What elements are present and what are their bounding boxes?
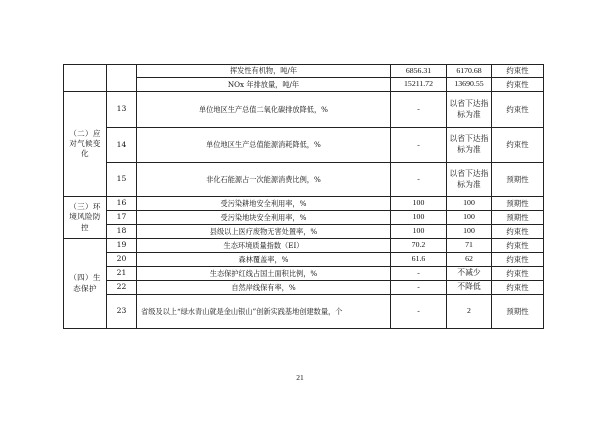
page-number: 21: [296, 373, 304, 382]
value-2020: 100: [447, 197, 492, 211]
value-2020: 以省下达指标为准: [447, 92, 492, 128]
row-number: 13: [107, 92, 137, 128]
value-2020: 100: [447, 225, 492, 239]
value-2015: -: [391, 163, 447, 197]
category-cell-continued: [64, 65, 107, 92]
indicator-type: 约束性: [492, 267, 544, 281]
value-2015: 6856.31: [391, 65, 447, 78]
value-2020: 6170.68: [447, 65, 492, 78]
category-cell: （三）环境风险防控: [64, 197, 107, 239]
indicator-name: 生态环境质量指数（EI）: [137, 239, 391, 253]
indicator-name: 自然岸线保有率，%: [137, 281, 391, 295]
indicator-name: 森林覆盖率，%: [137, 253, 391, 267]
indicator-name: 单位地区生产总值二氧化碳排放降低，%: [137, 92, 391, 128]
row-number: 18: [107, 225, 137, 239]
indicator-type: 预期性: [492, 197, 544, 211]
row-number: 20: [107, 253, 137, 267]
table-row: [64, 128, 544, 163]
row-number: 17: [107, 211, 137, 225]
value-2015: 100: [391, 225, 447, 239]
row-number: 15: [107, 163, 137, 197]
row-number: 21: [107, 267, 137, 281]
value-2020: 不降低: [447, 281, 492, 295]
value-2015: -: [391, 92, 447, 128]
row-number: 14: [107, 128, 137, 163]
indicator-type: 预期性: [492, 295, 544, 329]
indicator-table: [63, 64, 544, 329]
indicator-type: 约束性: [492, 225, 544, 239]
indicator-name: 生态保护红线占国土面积比例，%: [137, 267, 391, 281]
indicator-name: 县级以上医疗废物无害处置率，%: [137, 225, 391, 239]
table-row: [64, 211, 544, 225]
value-2020: 62: [447, 253, 492, 267]
table-row: [64, 65, 544, 78]
value-2020: 以省下达指标为准: [447, 163, 492, 197]
value-2015: 100: [391, 197, 447, 211]
table-row: [64, 253, 544, 267]
indicator-name: 挥发性有机物，吨/年: [137, 65, 391, 78]
value-2020: 71: [447, 239, 492, 253]
category-cell: （二）应对气候变化: [64, 92, 107, 197]
indicator-name: 受污染耕地安全利用率，%: [137, 197, 391, 211]
row-number: 22: [107, 281, 137, 295]
indicator-type: 预期性: [492, 163, 544, 197]
value-2020: 以省下达指标为准: [447, 128, 492, 163]
indicator-type: 约束性: [492, 128, 544, 163]
value-2015: -: [391, 295, 447, 329]
value-2020: 13690.55: [447, 78, 492, 92]
table-row: [64, 281, 544, 295]
row-number: 19: [107, 239, 137, 253]
indicator-type: 预期性: [492, 211, 544, 225]
value-2015: 70.2: [391, 239, 447, 253]
value-2020: 2: [447, 295, 492, 329]
indicator-type: 约束性: [492, 92, 544, 128]
indicator-name: NOx 年排放量，吨/年: [137, 78, 391, 92]
value-2015: 61.6: [391, 253, 447, 267]
indicator-type: 约束性: [492, 281, 544, 295]
table-row: [64, 92, 544, 128]
table-row: [64, 267, 544, 281]
row-number: 16: [107, 197, 137, 211]
table-row: [64, 225, 544, 239]
value-2015: -: [391, 128, 447, 163]
indicator-name: 单位地区生产总值能源消耗降低，%: [137, 128, 391, 163]
value-2020: 100: [447, 211, 492, 225]
indicator-type: 约束性: [492, 65, 544, 78]
indicator-type: 约束性: [492, 239, 544, 253]
table-row: [64, 163, 544, 197]
indicator-name: 非化石能源占一次能源消费比例，%: [137, 163, 391, 197]
indicator-name: 省级及以上“绿水青山就是金山银山”创新实践基地创建数量，个: [137, 295, 391, 329]
value-2015: -: [391, 267, 447, 281]
value-2015: 100: [391, 211, 447, 225]
indicator-type: 约束性: [492, 253, 544, 267]
table-row: [64, 197, 544, 211]
value-2015: -: [391, 281, 447, 295]
row-number: 23: [107, 295, 137, 329]
value-2015: 15211.72: [391, 78, 447, 92]
table-row: [64, 295, 544, 329]
row-number-cell: [107, 65, 137, 92]
value-2020: 不减少: [447, 267, 492, 281]
indicator-name: 受污染地块安全利用率，%: [137, 211, 391, 225]
table-row: [64, 239, 544, 253]
indicator-type: 约束性: [492, 78, 544, 92]
category-cell: （四）生态保护: [64, 239, 107, 329]
